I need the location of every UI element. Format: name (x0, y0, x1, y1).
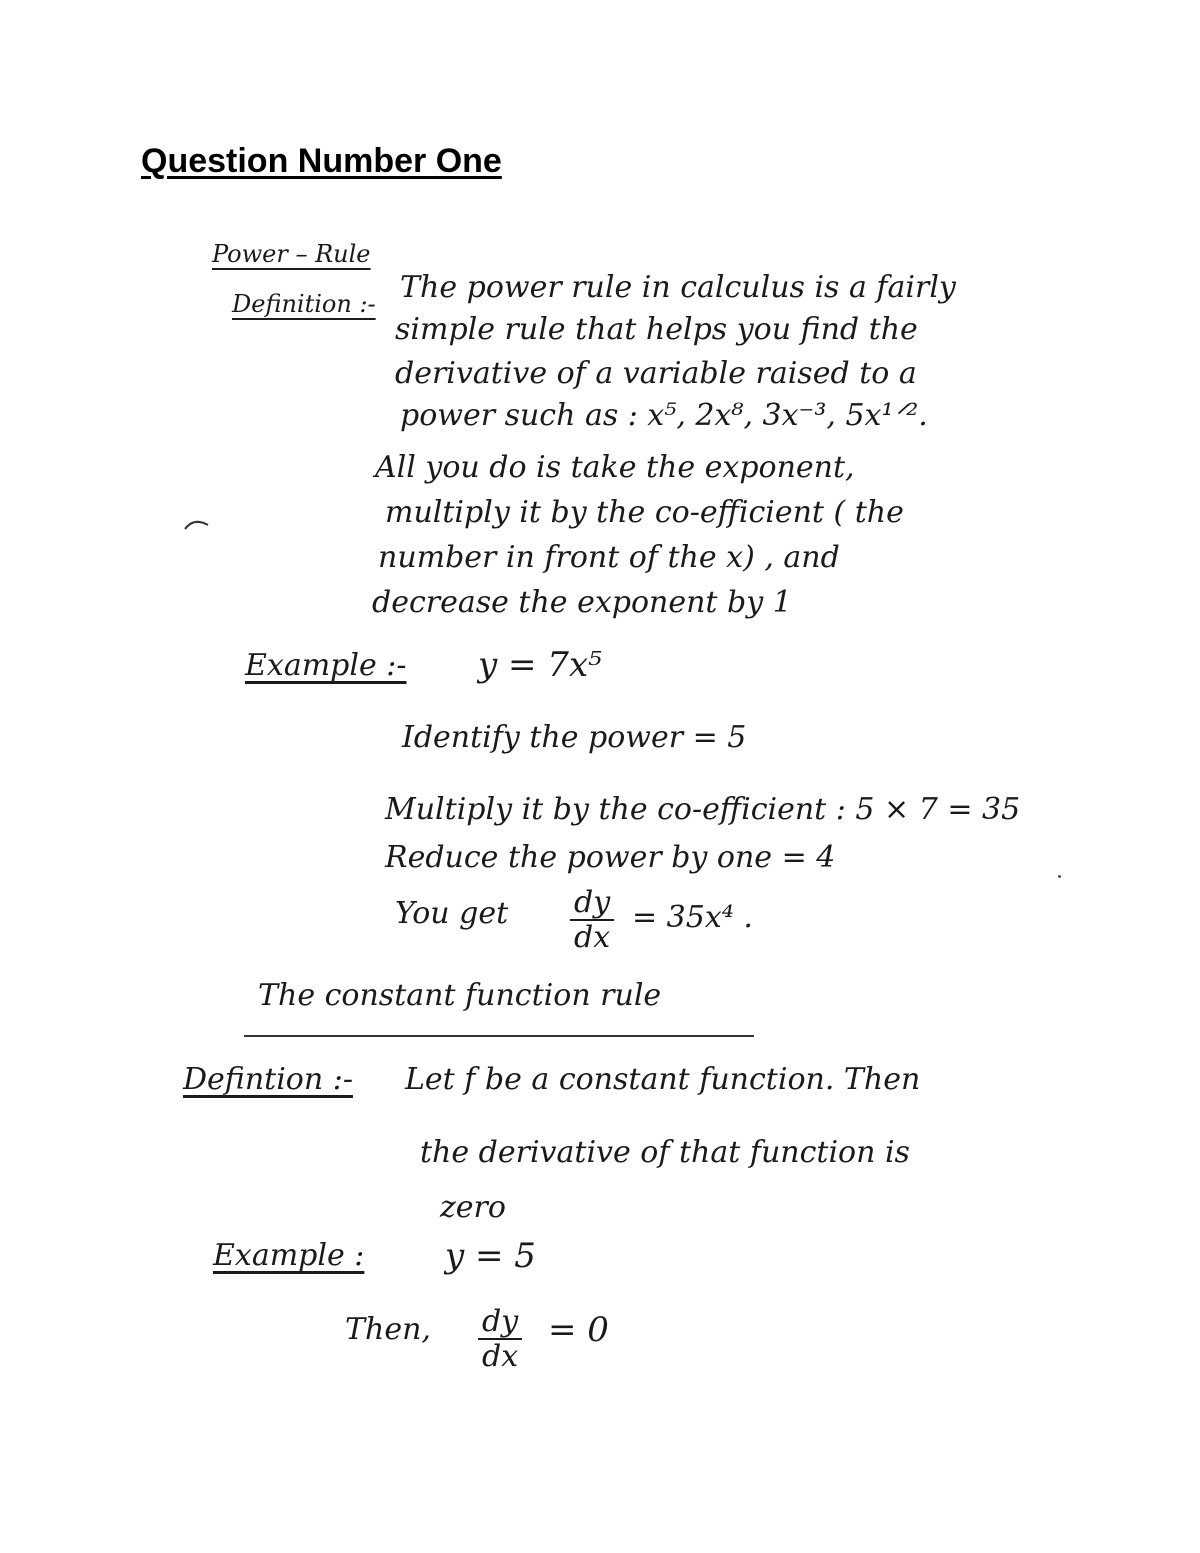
power-rule-result-prefix: You get (395, 896, 509, 931)
power-rule-definition-label: Definition :- (232, 290, 376, 318)
constant-rule-example-label: Example : (213, 1238, 365, 1273)
power-rule-result-fraction (570, 886, 614, 954)
power-rule-step: Identify the power = 5 (402, 720, 747, 755)
constant-rule-then-prefix: Then, (345, 1312, 431, 1347)
constant-rule-example-equation: y = 5 (445, 1236, 536, 1276)
fraction-numerator: dy (570, 886, 614, 921)
power-rule-result-rhs: = 35x⁴ . (632, 900, 753, 935)
power-rule-heading: Power – Rule (212, 240, 371, 268)
constant-rule-definition-line: Let f be a constant function. Then (405, 1062, 921, 1097)
constant-rule-fraction (478, 1305, 522, 1373)
power-rule-step: Reduce the power by one = 4 (385, 840, 836, 875)
scan-mark (182, 515, 212, 533)
constant-rule-heading: The constant function rule (258, 978, 662, 1013)
power-rule-definition-line: number in front of the x) , and (378, 540, 840, 575)
constant-rule-then-rhs: = 0 (548, 1310, 609, 1350)
power-rule-definition-line: derivative of a variable raised to a (395, 356, 917, 391)
constant-rule-definition-label: Defintion :- (183, 1062, 353, 1097)
power-rule-definition-line: The power rule in calculus is a fairly (400, 270, 956, 305)
constant-rule-definition-line: zero (440, 1190, 506, 1225)
constant-rule-definition-line: the derivative of that function is (420, 1135, 910, 1170)
heading-underline (244, 1035, 754, 1037)
power-rule-example-equation: y = 7x⁵ (478, 645, 602, 685)
power-rule-definition-line: decrease the exponent by 1 (372, 585, 792, 620)
fraction-denominator: dx (482, 1339, 519, 1374)
fraction-denominator: dx (574, 920, 611, 955)
scan-dot (1058, 875, 1061, 878)
power-rule-definition-line: multiply it by the co-efficient ( the (385, 495, 904, 530)
power-rule-definition-line: power such as : x⁵, 2x⁸, 3x⁻³, 5x¹ᐟ². (400, 398, 928, 433)
page-title: Question Number One (141, 142, 502, 180)
power-rule-example-label: Example :- (245, 648, 407, 683)
power-rule-step: Multiply it by the co-efficient : 5 × 7 = 35 (385, 792, 1021, 827)
fraction-numerator: dy (478, 1305, 522, 1340)
power-rule-definition-line: All you do is take the exponent, (375, 450, 855, 485)
power-rule-definition-line: simple rule that helps you find the (395, 312, 918, 347)
